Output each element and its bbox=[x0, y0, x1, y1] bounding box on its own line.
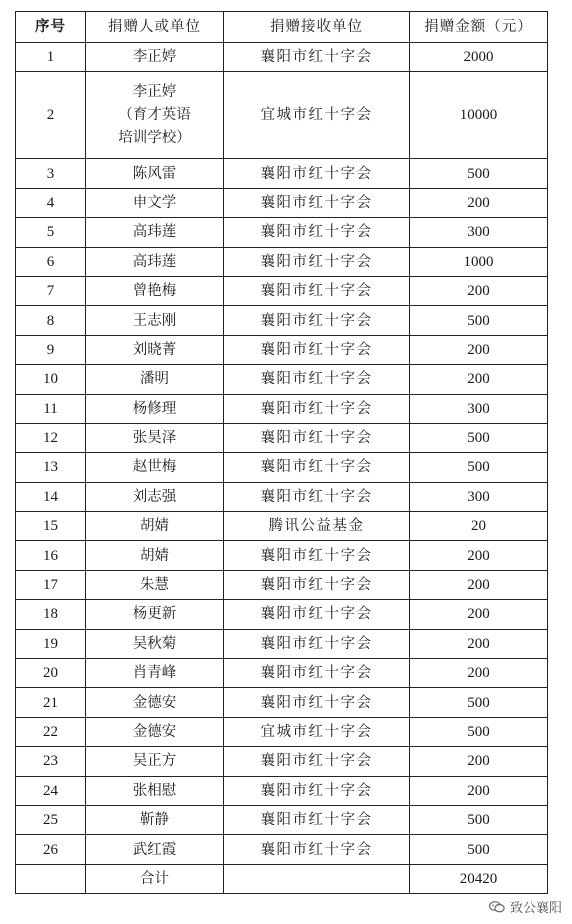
row-amount: 200 bbox=[410, 276, 548, 305]
table-row bbox=[16, 776, 548, 805]
table-row bbox=[16, 218, 548, 247]
row-recipient: 襄阳市红十字会 bbox=[224, 43, 410, 72]
row-donor bbox=[86, 717, 224, 746]
row-amount: 200 bbox=[410, 600, 548, 629]
row-donor bbox=[86, 306, 224, 335]
row-seq: 19 bbox=[16, 629, 86, 658]
row-recipient: 宜城市红十字会 bbox=[224, 72, 410, 159]
row-donor bbox=[86, 776, 224, 805]
row-seq: 25 bbox=[16, 805, 86, 834]
row-seq: 5 bbox=[16, 218, 86, 247]
row-recipient: 襄阳市红十字会 bbox=[224, 776, 410, 805]
watermark bbox=[489, 897, 562, 916]
table-row bbox=[16, 541, 548, 570]
row-amount: 200 bbox=[410, 188, 548, 217]
row-seq: 1 bbox=[16, 43, 86, 72]
row-seq: 12 bbox=[16, 423, 86, 452]
donor-line: 张昊泽 bbox=[132, 430, 177, 447]
row-donor bbox=[86, 365, 224, 394]
row-amount: 500 bbox=[410, 159, 548, 188]
donor-line: 金德安 bbox=[132, 694, 177, 711]
row-recipient: 襄阳市红十字会 bbox=[224, 482, 410, 511]
donation-table-container bbox=[15, 11, 547, 894]
row-recipient: 襄阳市红十字会 bbox=[224, 805, 410, 834]
header-recipient: 捐赠接收单位 bbox=[224, 12, 410, 43]
donor-line: 申文学 bbox=[132, 194, 177, 211]
row-recipient: 襄阳市红十字会 bbox=[224, 394, 410, 423]
table-row bbox=[16, 394, 548, 423]
row-recipient: 襄阳市红十字会 bbox=[224, 600, 410, 629]
row-donor bbox=[86, 159, 224, 188]
donor-line: 潘明 bbox=[140, 371, 169, 388]
row-donor bbox=[86, 747, 224, 776]
row-donor bbox=[86, 335, 224, 364]
row-seq: 14 bbox=[16, 482, 86, 511]
donor-line: 陈风雷 bbox=[132, 165, 177, 182]
row-amount: 300 bbox=[410, 218, 548, 247]
donor-line: 张相慰 bbox=[132, 782, 177, 799]
table-row bbox=[16, 805, 548, 834]
row-seq: 24 bbox=[16, 776, 86, 805]
row-amount: 2000 bbox=[410, 43, 548, 72]
row-seq: 15 bbox=[16, 512, 86, 541]
row-recipient: 襄阳市红十字会 bbox=[224, 659, 410, 688]
table-row bbox=[16, 43, 548, 72]
table-row bbox=[16, 659, 548, 688]
row-amount: 500 bbox=[410, 688, 548, 717]
table-row bbox=[16, 159, 548, 188]
row-amount: 20 bbox=[410, 512, 548, 541]
row-donor bbox=[86, 188, 224, 217]
table-body bbox=[16, 43, 548, 865]
total-amount: 20420 bbox=[410, 864, 548, 893]
row-seq: 2 bbox=[16, 72, 86, 159]
row-amount: 200 bbox=[410, 335, 548, 364]
row-seq: 8 bbox=[16, 306, 86, 335]
row-donor bbox=[86, 276, 224, 305]
donor-line: 培训学校） bbox=[118, 129, 191, 146]
row-amount: 300 bbox=[410, 394, 548, 423]
row-donor bbox=[86, 570, 224, 599]
table-row bbox=[16, 72, 548, 159]
row-recipient: 襄阳市红十字会 bbox=[224, 247, 410, 276]
total-recipient-cell bbox=[224, 864, 410, 893]
row-amount: 200 bbox=[410, 541, 548, 570]
wechat-icon bbox=[489, 901, 505, 913]
row-seq: 17 bbox=[16, 570, 86, 599]
row-seq: 23 bbox=[16, 747, 86, 776]
row-recipient: 襄阳市红十字会 bbox=[224, 688, 410, 717]
row-donor bbox=[86, 453, 224, 482]
row-recipient: 襄阳市红十字会 bbox=[224, 453, 410, 482]
row-recipient: 襄阳市红十字会 bbox=[224, 335, 410, 364]
table-row bbox=[16, 747, 548, 776]
donation-table bbox=[15, 11, 548, 894]
row-recipient: 襄阳市红十字会 bbox=[224, 835, 410, 864]
row-amount: 200 bbox=[410, 747, 548, 776]
table-row bbox=[16, 306, 548, 335]
donor-line: 金德安 bbox=[132, 724, 177, 740]
header-donor: 捐赠人或单位 bbox=[86, 12, 224, 43]
row-amount: 500 bbox=[410, 423, 548, 452]
row-amount: 500 bbox=[410, 453, 548, 482]
row-seq: 10 bbox=[16, 365, 86, 394]
donor-line: 胡婧 bbox=[140, 518, 169, 535]
row-recipient: 襄阳市红十字会 bbox=[224, 629, 410, 658]
row-recipient: 襄阳市红十字会 bbox=[224, 541, 410, 570]
row-amount: 200 bbox=[410, 659, 548, 688]
row-seq: 16 bbox=[16, 541, 86, 570]
row-seq: 7 bbox=[16, 276, 86, 305]
total-row bbox=[16, 864, 548, 893]
table-row bbox=[16, 629, 548, 658]
donor-line: 李正婷 bbox=[132, 83, 177, 100]
table-row bbox=[16, 570, 548, 599]
header-amount: 捐赠金额（元） bbox=[410, 12, 548, 43]
donor-line: 高玮莲 bbox=[132, 253, 177, 270]
table-row bbox=[16, 365, 548, 394]
donor-line: 刘志强 bbox=[132, 488, 177, 505]
row-seq: 21 bbox=[16, 688, 86, 717]
row-amount: 300 bbox=[410, 482, 548, 511]
row-amount: 1000 bbox=[410, 247, 548, 276]
row-seq: 11 bbox=[16, 394, 86, 423]
row-seq: 13 bbox=[16, 453, 86, 482]
row-donor bbox=[86, 600, 224, 629]
row-donor bbox=[86, 835, 224, 864]
donor-line: 赵世梅 bbox=[132, 459, 177, 476]
donor-line: 曾艳梅 bbox=[132, 283, 177, 300]
table-row bbox=[16, 423, 548, 452]
row-recipient: 襄阳市红十字会 bbox=[224, 188, 410, 217]
donor-line: 武红霞 bbox=[132, 841, 177, 858]
row-seq: 20 bbox=[16, 659, 86, 688]
donor-line: 高玮莲 bbox=[132, 224, 177, 241]
row-donor bbox=[86, 629, 224, 658]
donor-line: 吴正方 bbox=[132, 753, 177, 770]
row-donor bbox=[86, 482, 224, 511]
row-recipient: 襄阳市红十字会 bbox=[224, 159, 410, 188]
table-row bbox=[16, 276, 548, 305]
donor-line: 吴秋菊 bbox=[132, 635, 177, 652]
row-recipient: 襄阳市红十字会 bbox=[224, 306, 410, 335]
table-row bbox=[16, 482, 548, 511]
row-seq: 26 bbox=[16, 835, 86, 864]
row-amount: 500 bbox=[410, 805, 548, 834]
row-donor bbox=[86, 805, 224, 834]
row-donor bbox=[86, 394, 224, 423]
row-amount: 10000 bbox=[410, 72, 548, 159]
row-amount: 500 bbox=[410, 306, 548, 335]
row-donor bbox=[86, 688, 224, 717]
table-row bbox=[16, 335, 548, 364]
row-seq: 3 bbox=[16, 159, 86, 188]
row-donor bbox=[86, 218, 224, 247]
donor-line: （育才英语 bbox=[118, 106, 191, 123]
table-header-row bbox=[16, 12, 548, 43]
donor-line: 朱慧 bbox=[140, 577, 169, 594]
watermark-text: 致公襄阳 bbox=[509, 901, 562, 916]
row-seq: 9 bbox=[16, 335, 86, 364]
row-recipient: 宜城市红十字会 bbox=[224, 717, 410, 746]
donor-line: 李正婷 bbox=[132, 49, 177, 66]
row-donor bbox=[86, 72, 224, 159]
row-amount: 500 bbox=[410, 717, 548, 746]
row-recipient: 襄阳市红十字会 bbox=[224, 747, 410, 776]
table-row bbox=[16, 688, 548, 717]
table-row bbox=[16, 600, 548, 629]
row-amount: 200 bbox=[410, 365, 548, 394]
row-recipient: 襄阳市红十字会 bbox=[224, 365, 410, 394]
row-recipient: 襄阳市红十字会 bbox=[224, 276, 410, 305]
row-amount: 200 bbox=[410, 629, 548, 658]
table-row bbox=[16, 835, 548, 864]
total-seq-cell bbox=[16, 864, 86, 893]
table-row bbox=[16, 512, 548, 541]
donor-line: 杨更新 bbox=[132, 606, 177, 623]
row-recipient: 襄阳市红十字会 bbox=[224, 570, 410, 599]
row-recipient: 襄阳市红十字会 bbox=[224, 218, 410, 247]
donor-line: 杨修理 bbox=[132, 400, 177, 417]
row-seq: 4 bbox=[16, 188, 86, 217]
row-donor bbox=[86, 512, 224, 541]
row-amount: 500 bbox=[410, 835, 548, 864]
donor-line: 胡婧 bbox=[140, 547, 169, 564]
row-seq: 18 bbox=[16, 600, 86, 629]
table-row bbox=[16, 717, 548, 746]
row-recipient: 襄阳市红十字会 bbox=[224, 423, 410, 452]
row-amount: 200 bbox=[410, 776, 548, 805]
donor-line: 刘晓菁 bbox=[132, 341, 177, 358]
row-donor bbox=[86, 541, 224, 570]
row-donor bbox=[86, 659, 224, 688]
row-seq: 22 bbox=[16, 717, 86, 746]
row-amount: 200 bbox=[410, 570, 548, 599]
row-recipient: 腾讯公益基金 bbox=[224, 512, 410, 541]
table-row bbox=[16, 247, 548, 276]
table-row bbox=[16, 453, 548, 482]
total-label: 合计 bbox=[86, 864, 224, 893]
row-donor bbox=[86, 43, 224, 72]
table-row bbox=[16, 188, 548, 217]
header-seq: 序号 bbox=[16, 12, 86, 43]
donor-line: 肖青峰 bbox=[132, 665, 177, 682]
donor-line: 靳静 bbox=[140, 812, 169, 829]
row-donor bbox=[86, 247, 224, 276]
row-donor bbox=[86, 423, 224, 452]
row-seq: 6 bbox=[16, 247, 86, 276]
donor-line: 王志刚 bbox=[132, 312, 177, 329]
